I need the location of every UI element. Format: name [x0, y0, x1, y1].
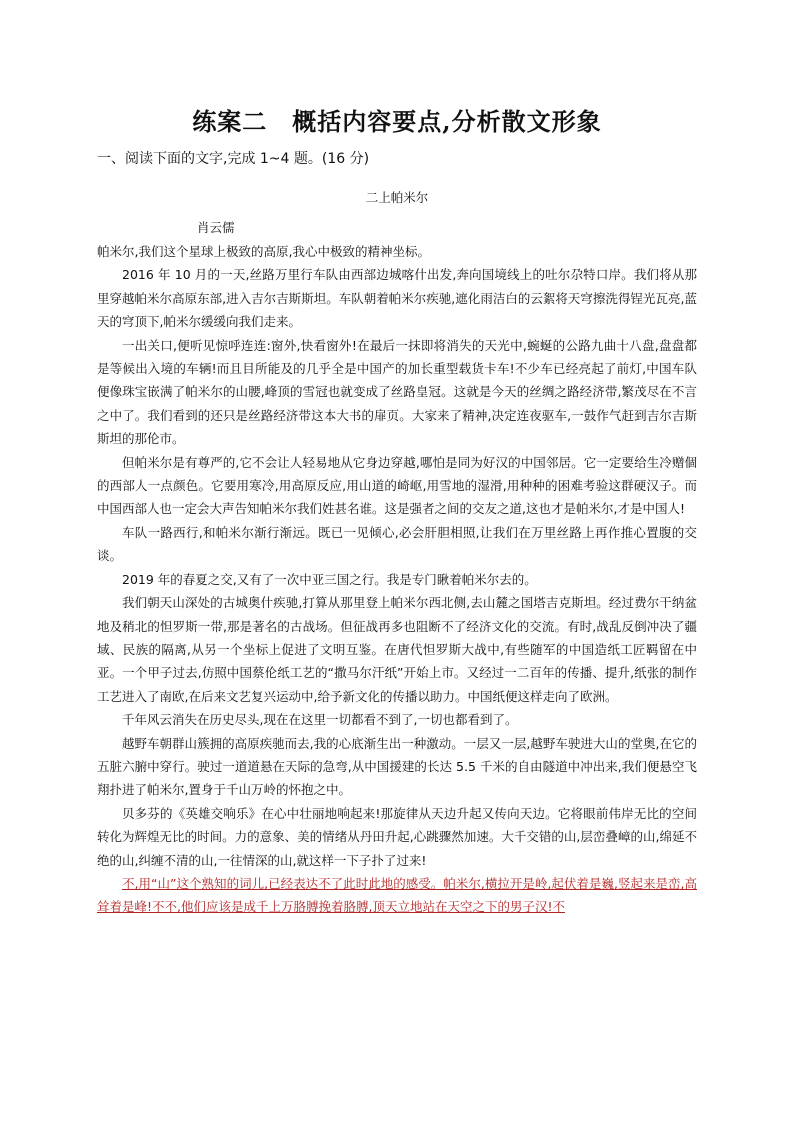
paragraph-10: 贝多芬的《英雄交响乐》在心中壮丽地响起来!那旋律从天边升起又传向天边。它将眼前伟岸无比的空间转化为辉煌无比的时间。力的意象、美的情绪从丹田升起,心跳骤然加速。大千交错的山,层峦叠嶂的山,绵延不绝的山,纠缠不清的山,一往情深的山,就这样一下子扑了过来! — [97, 805, 697, 868]
article-title: 二上帕米尔 — [365, 190, 429, 205]
paragraph-6: 2019 年的春夏之交,又有了一次中亚三国之行。我是专门瞅着帕米尔去的。 — [122, 571, 537, 587]
page-title: 练案二 概括内容要点,分析散文形象 — [192, 107, 602, 136]
paragraph-3: 一出关口,便听见惊呼连连:窗外,快看窗外!在最后一抹即将消失的天光中,蜿蜒的公路九曲十八盘,盘盘都是等候出入境的车辆!而且目所能及的几乎全是中国产的加长重型载货卡车!不少车已经亮起了前灯,中国车队便像珠宝嵌满了帕米尔的山腰,峰顶的雪冠也就变成了丝路皇冠。这就是今天的丝绸之路经济带,繁茂尽在不言之中了。我们看到的还只是丝路经济带这本大书的扉页。大家来了精神,决定连夜驱车,一鼓作气赶到吉尔吉斯斯坦的那伦市。 — [97, 337, 697, 447]
article-body — [97, 240, 697, 919]
paragraph-11-highlighted: 不,用“山”这个熟知的词儿,已经表达不了此时此地的感受。帕米尔,横拉开是岭,起伏着是巍,竖起来是峦,高耸着是峰!不不,他们应该是成千上万胳膊挽着胳膊,顶天立地站在天空之下的男子汉!不 — [97, 875, 697, 915]
paragraph-5: 车队一路西行,和帕米尔渐行渐远。既已一见倾心,必会肝胆相照,让我们在万里丝路上再作推心置腹的交谈。 — [97, 524, 697, 564]
paragraph-7: 我们朝天山深处的古城奥什疾驰,打算从那里登上帕米尔西北侧,去山麓之国塔吉克斯坦。经过费尔干纳盆地及稍北的怛罗斯一带,那是著名的古战场。但征战再多也阻断不了经济文化的交流。有时,战乱反倒冲决了疆域、民族的隔离,从另一个坐标上促进了文明互鉴。在唐代怛罗斯大战中,有些随军的中国造纸工匠羁留在中亚。一个甲子过去,仿照中国蔡伦纸工艺的“撒马尔汗纸”开始上市。又经过一二百年的传播、提升,纸张的制作工艺进入了南欧,在后来文艺复兴运动中,给予新文化的传播以助力。中国纸便这样走向了欧洲。 — [97, 595, 697, 704]
paragraph-2: 2016 年 10 月的一天,丝路万里行车队由西部边城喀什出发,奔向国境线上的吐尔尕特口岸。我们将从那里穿越帕米尔高原东部,进入吉尔吉斯斯坦。车队朝着帕米尔疾驰,遮化雨洁白的云絮将天穹擦洗得锃光瓦亮,蓝天的穹顶下,帕米尔缓缓向我们走来。 — [97, 267, 697, 330]
article-author: 肖云儒 — [197, 220, 235, 235]
paragraph-4: 但帕米尔是有尊严的,它不会让人轻易地从它身边穿越,哪怕是同为好汉的中国邻居。它一定要给生冷赠個的西部人一点颜色。它要用寒冷,用高原反应,用山道的崎岖,用雪地的湿滑,用种种的困难考验这群硬汉子。而中国西部人也一定会大声告知帕米尔我们姓甚名谁。这是强者之间的交友之道,这也才是帕米尔,才是中国人! — [97, 454, 697, 517]
question-instruction: 一、阅读下面的文字,完成 1~4 题。(16 分) — [97, 151, 370, 167]
paragraph-9: 越野车朝群山簇拥的高原疾驰而去,我的心底渐生出一种激动。一层又一层,越野车驶进大山的堂奥,在它的五脏六腑中穿行。驶过一道道悬在天际的急弯,从中国援建的长达 5.5 千米的自由隧道中冲出来,我们便悬空飞翔扑进了帕米尔,置身于千山万岭的怀抱之中。 — [97, 735, 697, 798]
paragraph-8: 千年风云消失在历史尽头,现在在这里一切都看不到了,一切也都看到了。 — [122, 712, 518, 728]
paragraph-1: 帕米尔,我们这个星球上极致的高原,我心中极致的精神坐标。 — [97, 244, 430, 259]
